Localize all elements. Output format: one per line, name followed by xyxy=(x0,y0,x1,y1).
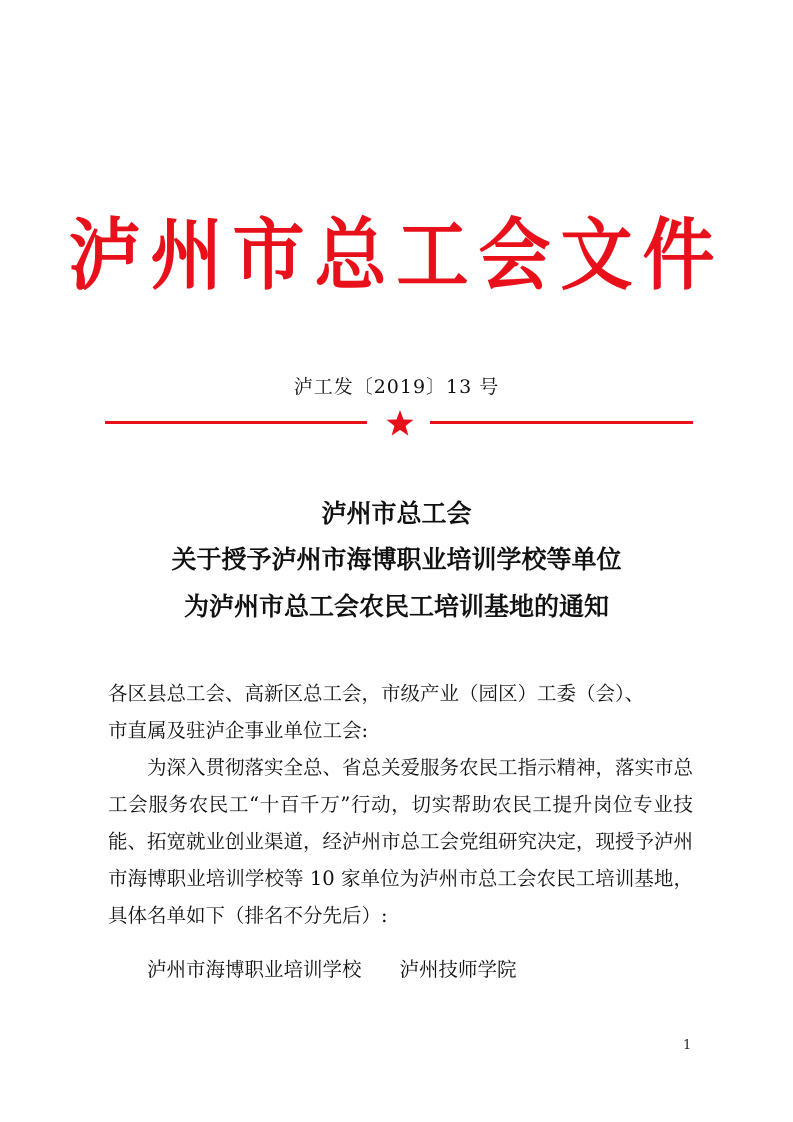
page-number: 1 xyxy=(683,1038,692,1053)
body-paragraph-block xyxy=(108,749,693,934)
unit-item: 泸州市海博职业培训学校 xyxy=(147,958,362,981)
star-icon xyxy=(385,409,415,437)
notice-title-line-2: 关于授予泸州市海博职业培训学校等单位 xyxy=(171,545,622,574)
notice-title-line-1: 泸州市总工会 xyxy=(321,499,472,528)
divider-line-right xyxy=(430,421,693,424)
unit-list xyxy=(147,955,517,985)
body-paragraph: 为深入贯彻落实全总、省总关爱服务农民工指示精神，落实市总工会服务农民工“十百千万”行动，切实帮助农民工提升岗位专业技能、拓宽就业创业渠道，经泸州市总工会党组研究决定，现授予泸州市海博职业培训学校等 10 家单位为泸州市总工会农民工培训基地，具体名单如下（排名不分先后）: xyxy=(108,756,694,927)
recipients-line-1: 各区县总工会、高新区总工会，市级产业（园区）工委（会）、 xyxy=(108,682,645,705)
recipients-line-2: 市直属及驻泸企事业单位工会: xyxy=(108,719,369,742)
divider-line-left xyxy=(105,421,367,424)
notice-title-line-3: 为泸州市总工会农民工培训基地的通知 xyxy=(183,592,609,621)
letterhead-title: 泸州市总工会文件 xyxy=(68,208,725,301)
document-number: 泸工发〔2019〕13 号 xyxy=(293,376,500,398)
recipients xyxy=(108,675,693,749)
unit-item: 泸州技师学院 xyxy=(399,958,517,981)
red-divider xyxy=(105,409,693,439)
